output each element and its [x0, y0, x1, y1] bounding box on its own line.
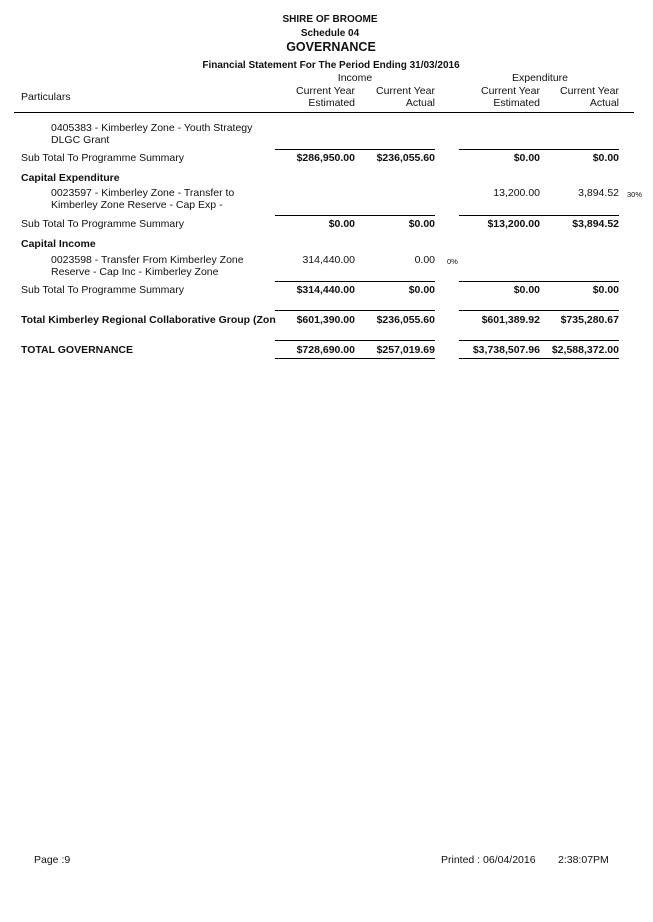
capex-expenditure-estimated: 13,200.00 — [493, 187, 540, 199]
total-governance-expenditure-underline — [459, 358, 619, 359]
subtotal-3-income-estimated: $314,440.00 — [296, 284, 355, 296]
line-item-capinc-l2: Reserve - Cap Inc - Kimberley Zone — [51, 266, 219, 278]
total-governance-income-underline — [275, 358, 435, 359]
total-krcg-income-actual: $236,055.60 — [376, 314, 435, 326]
schedule-label: Schedule 04 — [300, 28, 360, 39]
subtotal-3-expenditure-rule — [459, 281, 619, 282]
subtotal-3-income-rule — [275, 281, 435, 282]
total-governance-label: TOTAL GOVERNANCE — [21, 344, 134, 356]
line-item-capinc-l1: 0023598 - Transfer From Kimberley Zone — [51, 254, 244, 266]
subtotal-2-label: Sub Total To Programme Summary — [21, 218, 185, 230]
total-krcg-label: Total Kimberley Regional Collaborative Group (Zon — [21, 314, 276, 326]
subtotal-3-expenditure-actual: $0.00 — [592, 284, 619, 296]
total-governance-expenditure-estimated: $3,738,507.96 — [472, 344, 540, 356]
line-item-youth-strategy-l1: 0405383 - Kimberley Zone - Youth Strategy — [51, 122, 253, 134]
total-governance-expenditure-rule — [459, 340, 619, 341]
total-governance-income-rule — [275, 340, 435, 341]
income-estimated-header-line1: Current Year — [296, 85, 355, 97]
printed-date: Printed : 06/04/2016 — [441, 854, 536, 866]
subtotal-2-income-actual: $0.00 — [408, 218, 435, 230]
total-krcg-expenditure-rule — [459, 310, 619, 311]
line-item-youth-strategy-l2: DLGC Grant — [51, 134, 110, 146]
subtotal-2-expenditure-actual: $3,894.52 — [572, 218, 619, 230]
subtotal-1-expenditure-rule — [459, 149, 619, 150]
subtotal-2-expenditure-estimated: $13,200.00 — [487, 218, 540, 230]
program-title: GOVERNANCE — [286, 40, 376, 54]
total-governance-income-actual: $257,019.69 — [376, 344, 435, 356]
capex-percent-badge: 30% — [627, 190, 643, 199]
total-krcg-expenditure-actual: $735,280.67 — [560, 314, 619, 326]
printed-time: 2:38:07PM — [558, 854, 609, 866]
capinc-percent-badge: 0% — [447, 257, 458, 266]
subtotal-1-income-rule — [275, 149, 435, 150]
income-actual-header-line1: Current Year — [376, 85, 435, 97]
capex-expenditure-actual: 3,894.52 — [578, 187, 619, 199]
expenditure-actual-header-line2: Actual — [589, 97, 619, 109]
subtotal-1-income-estimated: $286,950.00 — [296, 152, 355, 164]
capinc-income-estimated: 314,440.00 — [302, 254, 355, 266]
subtotal-3-income-actual: $0.00 — [408, 284, 435, 296]
subtotal-1-income-actual: $236,055.60 — [376, 152, 435, 164]
expenditure-estimated-header-line2: Estimated — [493, 97, 540, 109]
income-actual-header-line2: Actual — [405, 97, 435, 109]
subtotal-2-expenditure-rule — [459, 215, 619, 216]
income-group-header: Income — [337, 72, 373, 84]
section-heading-capital-income: Capital Income — [21, 238, 96, 250]
capinc-income-actual: 0.00 — [414, 254, 435, 266]
page-number: Page :9 — [34, 854, 71, 866]
expenditure-actual-header-line1: Current Year — [560, 85, 619, 97]
total-krcg-income-rule — [275, 310, 435, 311]
income-estimated-header-line2: Estimated — [308, 97, 355, 109]
line-item-capex-l1: 0023597 - Kimberley Zone - Transfer to — [51, 187, 235, 199]
total-krcg-expenditure-estimated: $601,389.92 — [481, 314, 540, 326]
subtotal-3-label: Sub Total To Programme Summary — [21, 284, 185, 296]
org-name: SHIRE OF BROOME — [282, 14, 378, 25]
subtotal-2-income-estimated: $0.00 — [328, 218, 355, 230]
expenditure-estimated-header-line1: Current Year — [481, 85, 540, 97]
section-heading-capital-expenditure: Capital Expenditure — [21, 172, 120, 184]
expenditure-group-header: Expenditure — [511, 72, 569, 84]
total-governance-expenditure-actual: $2,588,372.00 — [551, 344, 619, 356]
subtotal-1-label: Sub Total To Programme Summary — [21, 152, 185, 164]
subtotal-3-expenditure-estimated: $0.00 — [513, 284, 540, 296]
subtotal-2-income-rule — [275, 215, 435, 216]
total-krcg-income-estimated: $601,390.00 — [296, 314, 355, 326]
subtotal-1-expenditure-actual: $0.00 — [592, 152, 619, 164]
particulars-header: Particulars — [21, 91, 71, 103]
header-rule — [14, 112, 634, 113]
subtotal-1-expenditure-estimated: $0.00 — [513, 152, 540, 164]
line-item-capex-l2: Kimberley Zone Reserve - Cap Exp - — [51, 199, 223, 211]
statement-title: Financial Statement For The Period Ending 31/03/2016 — [202, 60, 460, 71]
total-governance-income-estimated: $728,690.00 — [296, 344, 355, 356]
